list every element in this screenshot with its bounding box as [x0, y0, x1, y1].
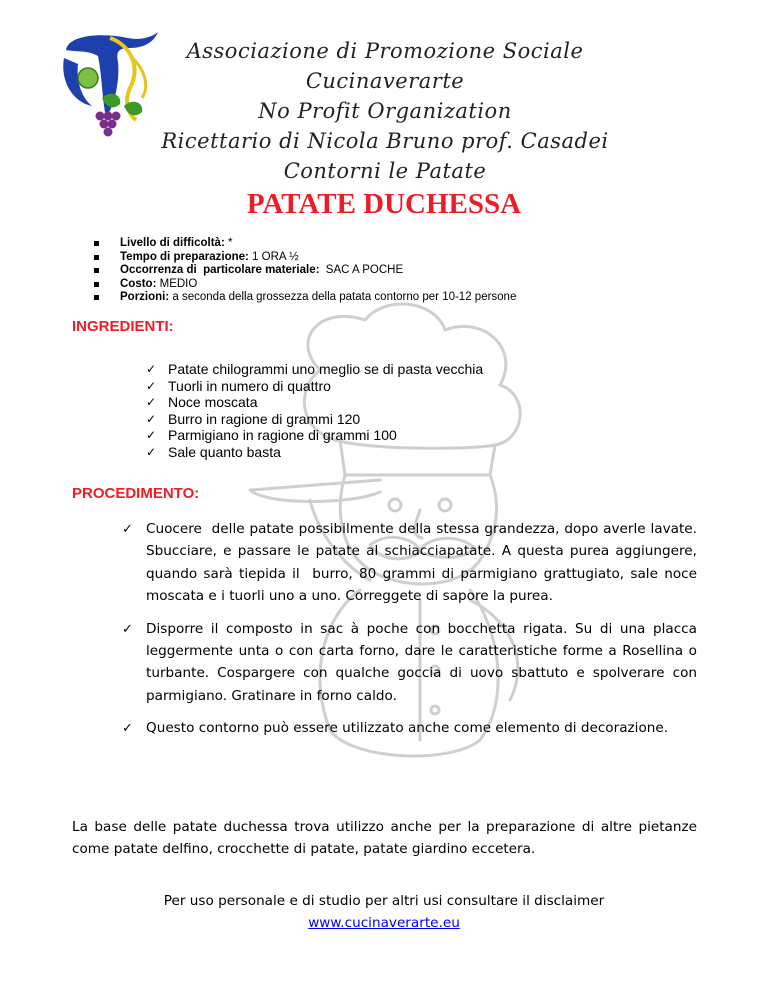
ingredient-item	[146, 411, 483, 428]
website-link[interactable]: www.cucinaverarte.eu	[308, 915, 460, 931]
square-bullet-icon	[94, 255, 99, 260]
info-value: SAC A POCHE	[319, 264, 404, 276]
info-item	[92, 264, 516, 278]
disclaimer-text: Per uso personale e di studio per altri usi consultare il disclaimer	[163, 893, 605, 909]
check-icon: ✓	[146, 378, 157, 393]
ingredient-item	[146, 444, 483, 461]
check-icon: ✓	[122, 522, 133, 537]
ingredient-item	[146, 427, 483, 444]
ingredients-heading: INGREDIENTI:	[72, 318, 174, 335]
info-value: 1 ORA ½	[248, 250, 299, 263]
procedure-heading: PROCEDIMENTO:	[72, 485, 200, 502]
footer	[0, 890, 768, 934]
recipe-title: PATATE DUCHESSA	[246, 188, 522, 220]
check-icon: ✓	[122, 721, 133, 737]
check-icon: ✓	[146, 411, 157, 426]
ingredient-item	[146, 378, 483, 395]
square-bullet-icon	[94, 282, 99, 287]
info-label: Costo:	[120, 277, 157, 290]
ingredient-item	[146, 394, 483, 411]
closing-paragraph: La base delle patate duchessa trova utilizzo anche per la preparazione di altre pietanze come patate delfino, crocchette di patate, patate giardino eccetera.	[72, 819, 697, 858]
ingredient-text: Burro in ragione di grammi 120	[168, 410, 361, 427]
info-value: *	[224, 237, 233, 249]
ingredients-list	[146, 361, 483, 461]
info-label: Occorrenza di particolare materiale:	[120, 264, 320, 276]
ingredient-text: Sale quanto basta	[168, 443, 281, 460]
ingredient-text: Tuorli in numero di quattro	[168, 377, 331, 394]
ingredient-text: Noce moscata	[168, 394, 258, 411]
check-icon: ✓	[146, 428, 157, 443]
recipe-info-list	[92, 237, 516, 305]
procedure-step	[122, 717, 697, 739]
info-item	[92, 237, 516, 251]
check-icon: ✓	[146, 395, 157, 410]
info-item	[92, 251, 516, 265]
organization-type: No Profit Organization	[258, 99, 512, 123]
info-label: Livello di difficoltà:	[120, 237, 225, 249]
procedure-step	[122, 518, 706, 608]
cookbook-author: Ricettario di Nicola Bruno prof. Casadei	[161, 129, 609, 153]
logo-grapes-icon	[58, 28, 166, 140]
check-icon: ✓	[146, 444, 157, 459]
procedure-list	[122, 518, 706, 750]
check-icon: ✓	[146, 362, 157, 376]
ingredient-item	[146, 361, 483, 378]
association-name: Associazione di Promozione Sociale Cucinaverarte	[186, 39, 584, 93]
info-label: Porzioni:	[120, 291, 170, 303]
info-label: Tempo di preparazione:	[120, 250, 249, 263]
ingredient-text: Patate chilogrammi uno meglio se di pasta vecchia	[168, 361, 484, 377]
info-item	[92, 278, 516, 292]
info-item	[92, 291, 516, 305]
square-bullet-icon	[94, 268, 99, 273]
procedure-text: Questo contorno può essere utilizzato anche come elemento di decorazione.	[146, 720, 669, 737]
letterhead	[160, 36, 610, 186]
check-icon: ✓	[122, 621, 133, 637]
cookbook-section: Contorni le Patate	[283, 159, 487, 183]
procedure-text: Cuocere delle patate possibilmente della stessa grandezza, dopo averle lavate. Sbucciare, e passare le patate al schiacciapatate. A questa purea aggiungere, quando sarà tiepida il burro, 80 grammi di parmigiano grattugiato, sale noce moscata e i tuorli uno a uno. Correggete di sapore la purea.	[146, 521, 706, 605]
procedure-text: Disporre il composto in sac à poche con bocchetta rigata. Su di una placca leggermente unta o con carta forno, dare le caratteristiche forme a Rosellina o turbante. Cospargere con qualche goccia di uovo sbattuto e spolverare con parmigiano. Gratinare in forno caldo.	[146, 620, 697, 704]
ingredient-text: Parmigiano in ragione di grammi 100	[168, 427, 397, 444]
square-bullet-icon	[94, 295, 99, 300]
info-value: a seconda della grossezza della patata contorno per 10-12 persone	[169, 291, 517, 303]
square-bullet-icon	[94, 241, 99, 246]
info-value: MEDIO	[156, 277, 198, 290]
procedure-step	[122, 618, 697, 708]
